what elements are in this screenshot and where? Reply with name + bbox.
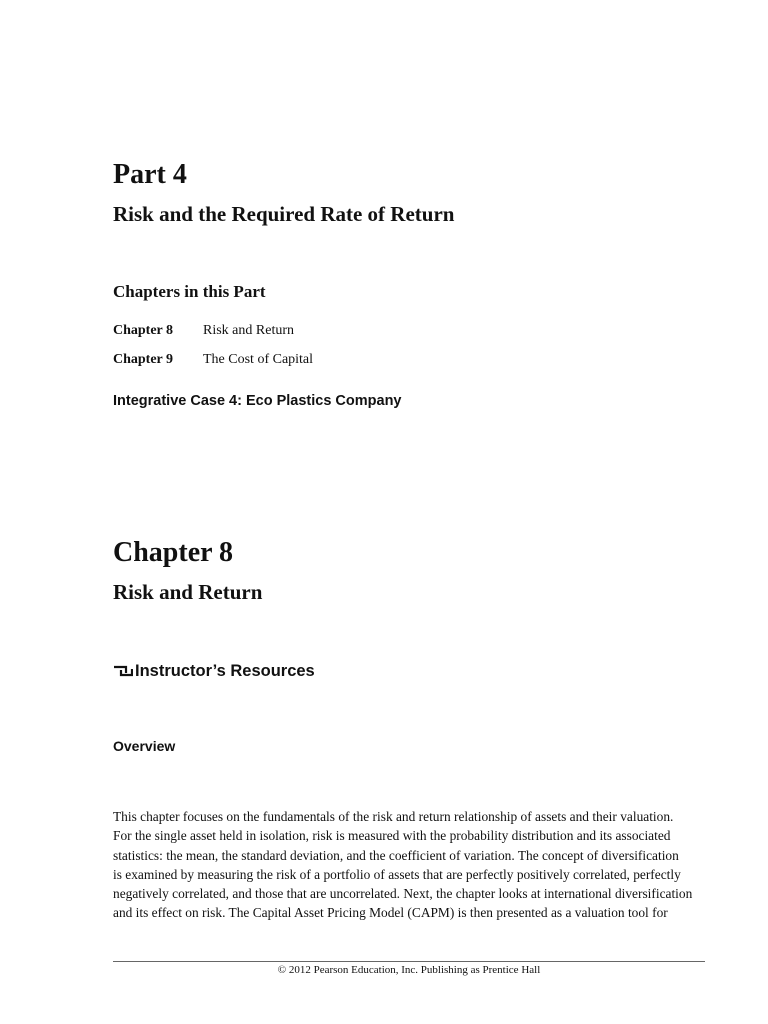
paragraph-line: negatively correlated, and those that are uncorrelated. Next, the chapter looks at international diversification xyxy=(113,886,693,902)
overview-heading: Overview xyxy=(113,738,176,754)
footer-divider xyxy=(113,961,705,962)
integrative-case-title: Integrative Case 4: Eco Plastics Company xyxy=(113,393,402,409)
chapter-number: Chapter 8 xyxy=(113,323,174,338)
paragraph-line: statistics: the mean, the standard deviation, and the coefficient of variation. The concept of diversification xyxy=(113,847,679,863)
paragraph-line: This chapter focuses on the fundamentals of the risk and return relationship of assets and their valuation. xyxy=(113,809,674,824)
paragraph-line: and its effect on risk. The Capital Asset Pricing Model (CAPM) is then presented as a valuation tool for xyxy=(113,905,668,921)
chapter-name: Risk and Return xyxy=(203,323,294,338)
chapter-list-item xyxy=(113,322,294,340)
chapter-name: The Cost of Capital xyxy=(203,352,314,367)
chapter-title: Chapter 8 xyxy=(113,537,234,568)
chapter-number: Chapter 9 xyxy=(113,352,174,367)
paragraph-line: is examined by measuring the risk of a portfolio of assets that are perfectly positively correlated, perfectly xyxy=(113,866,681,882)
instructor-resources-heading xyxy=(113,660,315,682)
chapter-subtitle: Risk and Return xyxy=(113,580,263,604)
instructor-resources-label: Instructor’s Resources xyxy=(135,662,315,680)
chapters-heading: Chapters in this Part xyxy=(113,282,266,301)
paragraph-line: For the single asset held in isolation, risk is measured with the probability distribution and its associated xyxy=(113,828,671,844)
chapter-list-item xyxy=(113,351,313,369)
part-title: Part 4 xyxy=(113,159,187,190)
part-subtitle: Risk and the Required Rate of Return xyxy=(113,202,455,226)
overview-paragraph xyxy=(113,807,713,923)
footer-copyright: © 2012 Pearson Education, Inc. Publishing as Prentice Hall xyxy=(277,964,541,976)
resource-marker-icon xyxy=(113,660,133,682)
